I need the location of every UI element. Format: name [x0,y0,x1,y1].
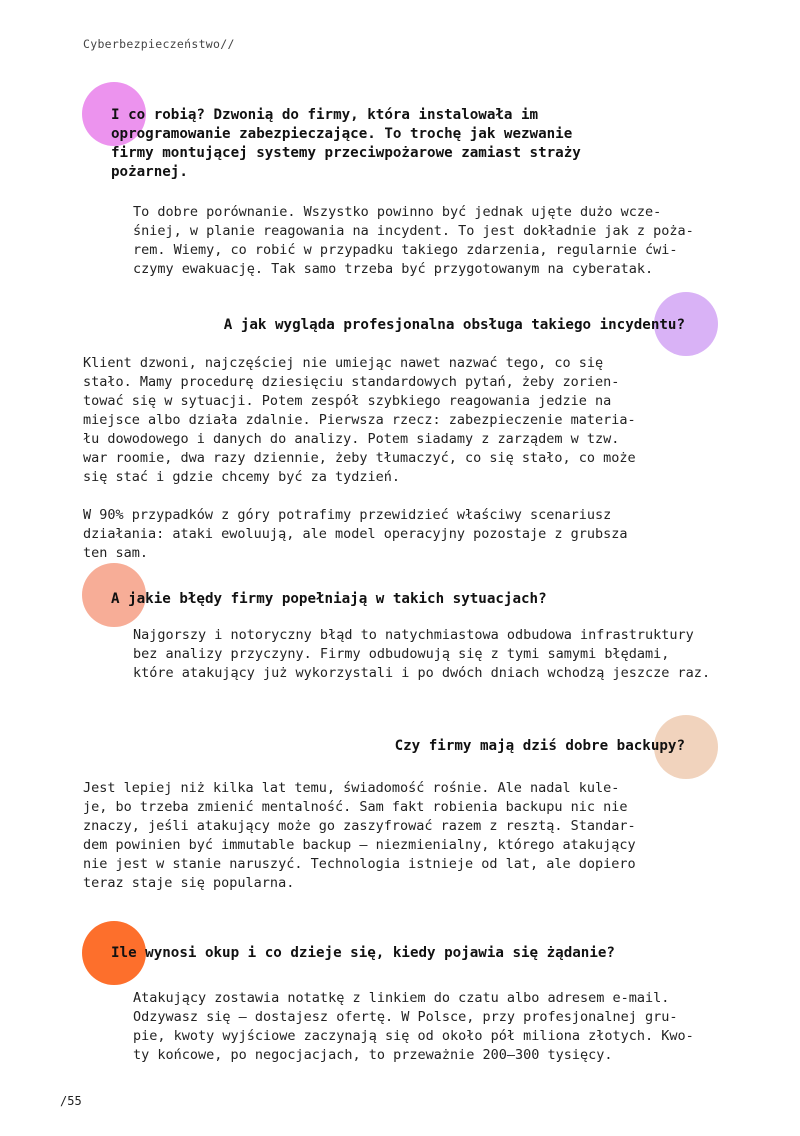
question-line: Czy firmy mają dziś dobre backupy? [394,738,685,754]
answer-line: śniej, w planie reagowania na incydent. To jest dokładnie jak z poża- [133,223,694,239]
answer-line: W 90% przypadków z góry potrafimy przewidzieć właściwy scenariusz [83,507,612,523]
answer-2 [83,354,636,563]
answer-line: stało. Mamy procedurę dziesięciu standardowych pytań, żeby zorien- [83,374,620,390]
answer-line: znaczy, jeśli atakujący może go zaszyfrować razem z resztą. Standar- [83,818,636,834]
answer-paragraph [133,989,694,1065]
question-line: Ile wynosi okup i co dzieje się, kiedy pojawia się żądanie? [111,945,615,961]
question-5 [111,944,615,963]
answer-line: pie, kwoty wyjściowe zaczynają się od około pół miliona złotych. Kwo- [133,1028,694,1044]
question-line: I co robią? Dzwonią do firmy, która instalowała im [111,107,539,123]
answer-line: rem. Wiemy, co robić w przypadku takiego zdarzenia, regularnie ćwi- [133,242,678,258]
answer-line: się stać i gdzie chcemy być za tydzień. [83,469,400,485]
answer-line: bez analizy przyczyny. Firmy odbudowują się z tymi samymi błędami, [133,646,670,662]
answer-line: Klient dzwoni, najczęściej nie umiejąc nawet nazwać tego, co się [83,355,604,371]
answer-line: je, bo trzeba zmienić mentalność. Sam fakt robienia backupu nic nie [83,799,628,815]
answer-line: czymy ewakuację. Tak samo trzeba być przygotowanym na cyberatak. [133,261,654,277]
question-line: oprogramowanie zabezpieczające. To trochę jak wezwanie [111,126,573,142]
answer-line: teraz staje się popularna. [83,875,295,891]
answer-3 [133,626,710,683]
answer-line: ty końcowe, po negocjacjach, to przeważnie 200–300 tysięcy. [133,1047,613,1063]
answer-line: dem powinien być immutable backup – niezmienialny, którego atakujący [83,837,636,853]
answer-line: tować się w sytuacji. Potem zespół szybkiego reagowania jedzie na [83,393,612,409]
answer-paragraph [83,506,636,563]
answer-paragraph [133,626,710,683]
answer-4 [83,779,636,893]
answer-5 [133,989,694,1065]
question-1 [111,106,581,182]
answer-line: Najgorszy i notoryczny błąd to natychmiastowa odbudowa infrastruktury [133,627,694,643]
answer-line: ten sam. [83,545,149,561]
answer-paragraph [83,354,636,487]
answer-line: war roomie, dwa razy dziennie, żeby tłumaczyć, co się stało, co może [83,450,636,466]
question-line: A jakie błędy firmy popełniają w takich sytuacjach? [111,591,547,607]
answer-line: Odzywasz się – dostajesz ofertę. W Polsce, przy profesjonalnej gru- [133,1009,678,1025]
answer-line: Atakujący zostawia notatkę z linkiem do czatu albo adresem e-mail. [133,990,670,1006]
question-line: pożarnej. [111,164,188,180]
answer-line: Jest lepiej niż kilka lat temu, świadomość rośnie. Ale nadal kule- [83,780,620,796]
answer-line: działania: ataki ewoluują, ale model operacyjny pozostaje z grubsza [83,526,628,542]
answer-line: nie jest w stanie naruszyć. Technologia istnieje od lat, ale dopiero [83,856,636,872]
question-line: firmy montującej systemy przeciwpożarowe zamiast straży [111,145,581,161]
question-2 [224,316,685,335]
question-4 [395,737,685,756]
answer-line: które atakujący już wykorzystali i po dwóch dniach wchodzą jeszcze raz. [133,665,711,681]
answer-line: łu dowodowego i danych do analizy. Potem siadamy z zarządem w tzw. [83,431,620,447]
question-3 [111,590,547,609]
answer-line: To dobre porównanie. Wszystko powinno być jednak ujęte dużo wcze- [133,204,662,220]
question-line: A jak wygląda profesjonalna obsługa takiego incydentu? [223,317,685,333]
page-number: /55 [60,1094,82,1108]
answer-1 [133,203,694,279]
answer-paragraph [83,779,636,893]
answer-paragraph [133,203,694,279]
answer-line: miejsce albo działa zdalnie. Pierwsza rzecz: zabezpieczenie materia- [83,412,636,428]
section-header: Cyberbezpieczeństwo// [83,37,235,51]
